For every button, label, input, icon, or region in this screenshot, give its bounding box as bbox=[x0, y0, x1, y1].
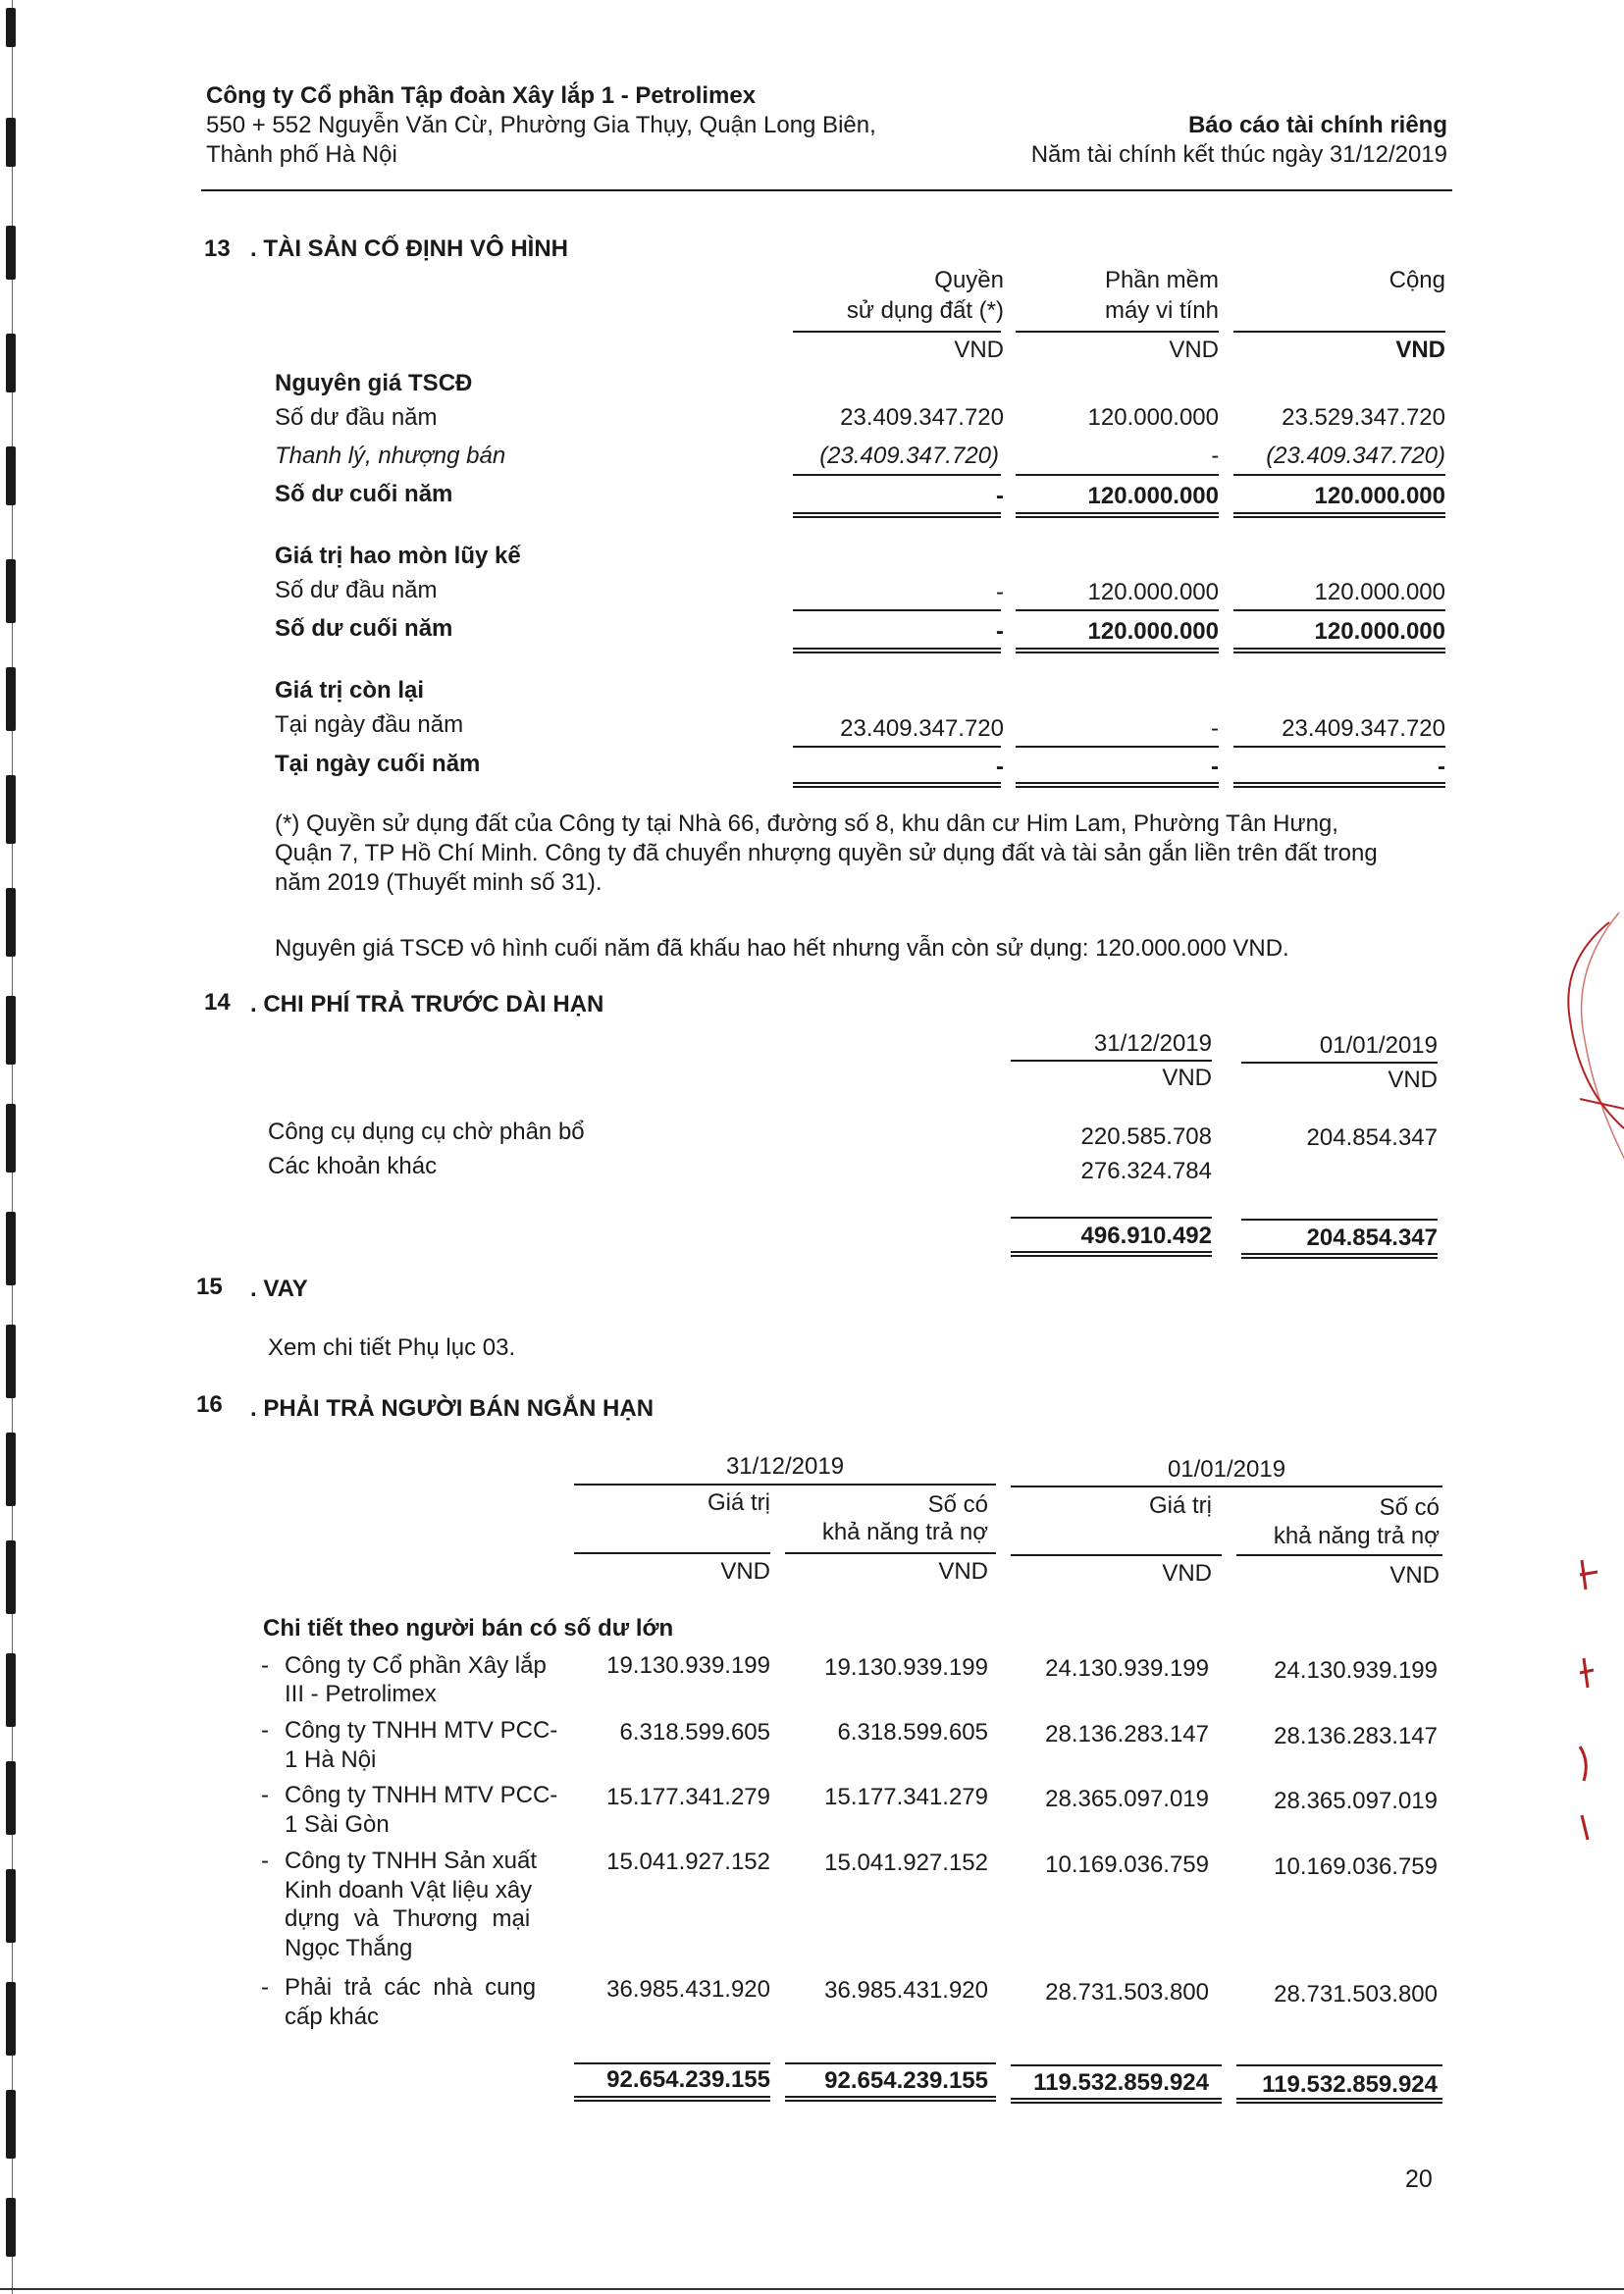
row-label: Số dư đầu năm bbox=[275, 404, 438, 431]
value-cell: 120.000.000 bbox=[1314, 483, 1445, 509]
total-rule bbox=[1016, 782, 1219, 788]
date-header: 01/01/2019 bbox=[1167, 1456, 1286, 1483]
subtotal-rule bbox=[1016, 474, 1219, 476]
unit-label: VND bbox=[1395, 337, 1445, 363]
column-rule bbox=[1011, 1554, 1222, 1556]
row-label: Số dư đầu năm bbox=[275, 577, 438, 603]
column-header: sử dụng đất (*) bbox=[846, 297, 1004, 324]
note-line: năm 2019 (Thuyết minh số 31). bbox=[275, 869, 602, 896]
column-header: khả năng trả nợ bbox=[1273, 1523, 1440, 1549]
value-cell: (23.409.347.720) bbox=[1266, 443, 1445, 469]
value-cell: 28.731.503.800 bbox=[1045, 1979, 1209, 2006]
column-header: Phần mềm bbox=[1104, 267, 1219, 293]
column-header: Số có bbox=[927, 1491, 988, 1518]
column-rule bbox=[1016, 331, 1219, 333]
value-cell: 23.409.347.720 bbox=[840, 715, 1004, 742]
column-rule bbox=[574, 1552, 770, 1554]
unit-label: VND bbox=[1162, 1065, 1212, 1091]
group-heading: Giá trị còn lại bbox=[275, 677, 425, 704]
total-rule bbox=[1011, 2098, 1222, 2104]
value-cell: 204.854.347 bbox=[1306, 1124, 1438, 1151]
row-bullet: - bbox=[261, 1652, 269, 1679]
value-cell: 19.130.939.199 bbox=[606, 1652, 770, 1679]
value-cell: 120.000.000 bbox=[1087, 618, 1219, 645]
value-cell: 24.130.939.199 bbox=[1045, 1655, 1209, 1682]
total-value: 119.532.859.924 bbox=[1262, 2071, 1438, 2098]
column-header: Giá trị bbox=[1148, 1492, 1212, 1519]
subtotal-rule bbox=[1011, 2064, 1222, 2066]
row-label: 1 Sài Gòn bbox=[285, 1811, 390, 1838]
total-rule bbox=[1016, 512, 1219, 518]
value-cell: - bbox=[1211, 443, 1219, 469]
value-cell: 120.000.000 bbox=[1314, 618, 1445, 645]
section-title: . PHẢI TRẢ NGƯỜI BÁN NGẮN HẠN bbox=[250, 1395, 655, 1422]
company-address-line1: 550 + 552 Nguyễn Văn Cừ, Phường Gia Thụy, Quận Long Biên, bbox=[206, 112, 876, 138]
subtotal-rule bbox=[1233, 609, 1445, 611]
value-cell: 28.365.097.019 bbox=[1045, 1786, 1209, 1812]
column-header: Số có bbox=[1379, 1494, 1440, 1521]
section-number: 15 bbox=[196, 1274, 223, 1300]
value-cell: 23.529.347.720 bbox=[1282, 404, 1445, 431]
row-label: Số dư cuối năm bbox=[275, 481, 453, 507]
total-rule bbox=[793, 648, 1001, 653]
row-label: Công ty TNHH MTV PCC- bbox=[285, 1717, 558, 1744]
column-header: Cộng bbox=[1388, 267, 1445, 293]
column-rule bbox=[785, 1552, 996, 1554]
total-value: 204.854.347 bbox=[1306, 1225, 1438, 1251]
value-cell: - bbox=[1438, 754, 1445, 780]
column-rule bbox=[1236, 1554, 1442, 1556]
section-title: . CHI PHÍ TRẢ TRƯỚC DÀI HẠN bbox=[250, 991, 604, 1017]
value-cell: 10.169.036.759 bbox=[1274, 1853, 1438, 1880]
value-cell: - bbox=[996, 483, 1004, 509]
header-rule bbox=[201, 189, 1452, 191]
unit-label: VND bbox=[954, 337, 1004, 363]
subtotal-rule bbox=[574, 2062, 770, 2064]
column-rule bbox=[1233, 331, 1445, 333]
section-title: . VAY bbox=[250, 1276, 308, 1302]
row-label: Kinh doanh Vật liệu xây bbox=[285, 1877, 533, 1903]
total-rule bbox=[1011, 1251, 1212, 1257]
value-cell: 36.985.431.920 bbox=[824, 1977, 988, 2004]
value-cell: 23.409.347.720 bbox=[1282, 715, 1445, 742]
total-rule bbox=[1233, 512, 1445, 518]
unit-label: VND bbox=[720, 1558, 770, 1585]
value-cell: - bbox=[996, 579, 1004, 605]
total-value: 119.532.859.924 bbox=[1033, 2069, 1209, 2096]
unit-label: VND bbox=[1389, 1562, 1440, 1589]
row-label: Công ty TNHH MTV PCC- bbox=[285, 1782, 558, 1808]
seal-stamp-fragment bbox=[1541, 903, 1624, 1217]
group-heading: Giá trị hao mòn lũy kế bbox=[275, 543, 521, 569]
row-bullet: - bbox=[261, 1717, 269, 1744]
group-heading: Chi tiết theo người bán có số dư lớn bbox=[263, 1615, 674, 1642]
signature-stamp-fragment bbox=[1570, 1550, 1624, 1845]
value-cell: 120.000.000 bbox=[1087, 483, 1219, 509]
company-address-line2: Thành phố Hà Nội bbox=[206, 141, 397, 168]
value-cell: 19.130.939.199 bbox=[824, 1654, 988, 1681]
row-label: Phải trả các nhà cung bbox=[285, 1974, 537, 2001]
value-cell: 15.041.927.152 bbox=[824, 1850, 988, 1876]
subtotal-rule bbox=[793, 474, 1001, 476]
column-header: khả năng trả nợ bbox=[821, 1519, 988, 1545]
group-rule bbox=[574, 1484, 996, 1486]
total-value: 92.654.239.155 bbox=[606, 2066, 770, 2093]
value-cell: - bbox=[996, 754, 1004, 780]
value-cell: 28.136.283.147 bbox=[1045, 1721, 1209, 1747]
unit-label: VND bbox=[1388, 1067, 1438, 1093]
unit-label: VND bbox=[938, 1558, 988, 1585]
value-cell: 120.000.000 bbox=[1087, 579, 1219, 605]
value-cell: 6.318.599.605 bbox=[837, 1719, 988, 1746]
unit-label: VND bbox=[1162, 1560, 1212, 1587]
report-period: Năm tài chính kết thúc ngày 31/12/2019 bbox=[1030, 141, 1447, 168]
value-cell: 23.409.347.720 bbox=[840, 404, 1004, 431]
row-label: Số dư cuối năm bbox=[275, 615, 453, 642]
total-rule bbox=[1016, 648, 1219, 653]
value-cell: 120.000.000 bbox=[1314, 579, 1445, 605]
row-label: III - Petrolimex bbox=[285, 1681, 437, 1707]
value-cell: 28.731.503.800 bbox=[1274, 1981, 1438, 2007]
row-label: Tại ngày cuối năm bbox=[275, 751, 481, 777]
value-cell: - bbox=[996, 618, 1004, 645]
value-cell: 24.130.939.199 bbox=[1274, 1657, 1438, 1684]
row-label: dựng và Thương mại bbox=[285, 1905, 531, 1932]
total-value: 496.910.492 bbox=[1080, 1223, 1212, 1249]
subtotal-rule bbox=[793, 609, 1001, 611]
value-cell: 15.177.341.279 bbox=[606, 1784, 770, 1810]
total-rule bbox=[1233, 648, 1445, 653]
subtotal-rule bbox=[793, 746, 1001, 748]
value-cell: - bbox=[1211, 754, 1219, 780]
value-cell: 36.985.431.920 bbox=[606, 1976, 770, 2003]
section-number: 13 bbox=[204, 235, 231, 262]
column-rule bbox=[1011, 1060, 1212, 1062]
company-name: Công ty Cổ phần Tập đoàn Xây lắp 1 - Petrolimex bbox=[206, 82, 757, 109]
section-text: Xem chi tiết Phụ lục 03. bbox=[268, 1334, 516, 1361]
value-cell: - bbox=[1211, 715, 1219, 742]
total-rule bbox=[785, 2096, 996, 2102]
value-cell: 15.177.341.279 bbox=[824, 1784, 988, 1810]
total-rule bbox=[1236, 2098, 1442, 2104]
value-cell: 220.585.708 bbox=[1080, 1123, 1212, 1150]
total-rule bbox=[793, 782, 1001, 788]
total-value: 92.654.239.155 bbox=[824, 2067, 988, 2094]
note-line: (*) Quyền sử dụng đất của Công ty tại Nhà 66, đường số 8, khu dân cư Him Lam, Phường Tân Hưng, bbox=[275, 810, 1338, 837]
subtotal-rule bbox=[1016, 746, 1219, 748]
column-rule bbox=[793, 331, 1001, 333]
value-cell: 15.041.927.152 bbox=[606, 1849, 770, 1875]
page-bottom-edge bbox=[0, 2288, 1624, 2290]
row-label: Công ty Cổ phần Xây lắp bbox=[285, 1652, 547, 1679]
group-rule bbox=[1011, 1486, 1442, 1487]
subtotal-rule bbox=[1236, 2064, 1442, 2066]
total-rule bbox=[574, 2096, 770, 2102]
value-cell: 120.000.000 bbox=[1087, 404, 1219, 431]
section-number: 16 bbox=[196, 1391, 223, 1418]
subtotal-rule bbox=[1241, 1219, 1438, 1221]
total-rule bbox=[793, 512, 1001, 518]
value-cell: 28.136.283.147 bbox=[1274, 1723, 1438, 1749]
value-cell: 6.318.599.605 bbox=[619, 1719, 770, 1746]
row-bullet: - bbox=[261, 1782, 269, 1808]
group-heading: Nguyên giá TSCĐ bbox=[275, 370, 473, 396]
value-cell: (23.409.347.720) bbox=[819, 443, 999, 469]
report-title: Báo cáo tài chính riêng bbox=[1187, 112, 1447, 138]
column-header: máy vi tính bbox=[1104, 297, 1219, 324]
column-rule bbox=[1241, 1062, 1438, 1064]
value-cell: 276.324.784 bbox=[1080, 1158, 1212, 1184]
subtotal-rule bbox=[1016, 609, 1219, 611]
total-rule bbox=[1241, 1253, 1438, 1259]
row-label: Các khoản khác bbox=[268, 1153, 438, 1179]
value-cell: 10.169.036.759 bbox=[1045, 1851, 1209, 1878]
subtotal-rule bbox=[1233, 746, 1445, 748]
column-header: 31/12/2019 bbox=[1093, 1030, 1212, 1057]
value-cell: 28.365.097.019 bbox=[1274, 1788, 1438, 1814]
subtotal-rule bbox=[1011, 1217, 1212, 1219]
row-label: 1 Hà Nội bbox=[285, 1747, 377, 1773]
note-line: Nguyên giá TSCĐ vô hình cuối năm đã khấu hao hết nhưng vẫn còn sử dụng: 120.000.000 VND. bbox=[275, 935, 1289, 962]
row-label: Thanh lý, nhượng bán bbox=[275, 443, 506, 469]
row-bullet: - bbox=[261, 1974, 269, 2001]
row-label: Ngọc Thắng bbox=[285, 1935, 413, 1961]
row-label: cấp khác bbox=[285, 2004, 380, 2030]
unit-label: VND bbox=[1169, 337, 1219, 363]
note-line: Quận 7, TP Hồ Chí Minh. Công ty đã chuyển nhượng quyền sử dụng đất và tài sản gắn liền trên đất trong bbox=[275, 840, 1378, 866]
section-number: 14 bbox=[204, 989, 231, 1016]
column-header: Quyền bbox=[934, 267, 1004, 293]
column-header: Giá trị bbox=[707, 1489, 770, 1516]
section-title: . TÀI SẢN CỐ ĐỊNH VÔ HÌNH bbox=[250, 235, 569, 262]
subtotal-rule bbox=[1233, 474, 1445, 476]
column-header: 01/01/2019 bbox=[1319, 1032, 1438, 1059]
date-header: 31/12/2019 bbox=[725, 1453, 845, 1480]
row-label: Công cụ dụng cụ chờ phân bổ bbox=[268, 1119, 585, 1145]
page-number: 20 bbox=[1405, 2165, 1433, 2193]
row-label: Tại ngày đầu năm bbox=[275, 711, 464, 738]
subtotal-rule bbox=[785, 2062, 996, 2064]
total-rule bbox=[1233, 782, 1445, 788]
row-bullet: - bbox=[261, 1848, 269, 1874]
row-label: Công ty TNHH Sản xuất bbox=[285, 1848, 538, 1874]
